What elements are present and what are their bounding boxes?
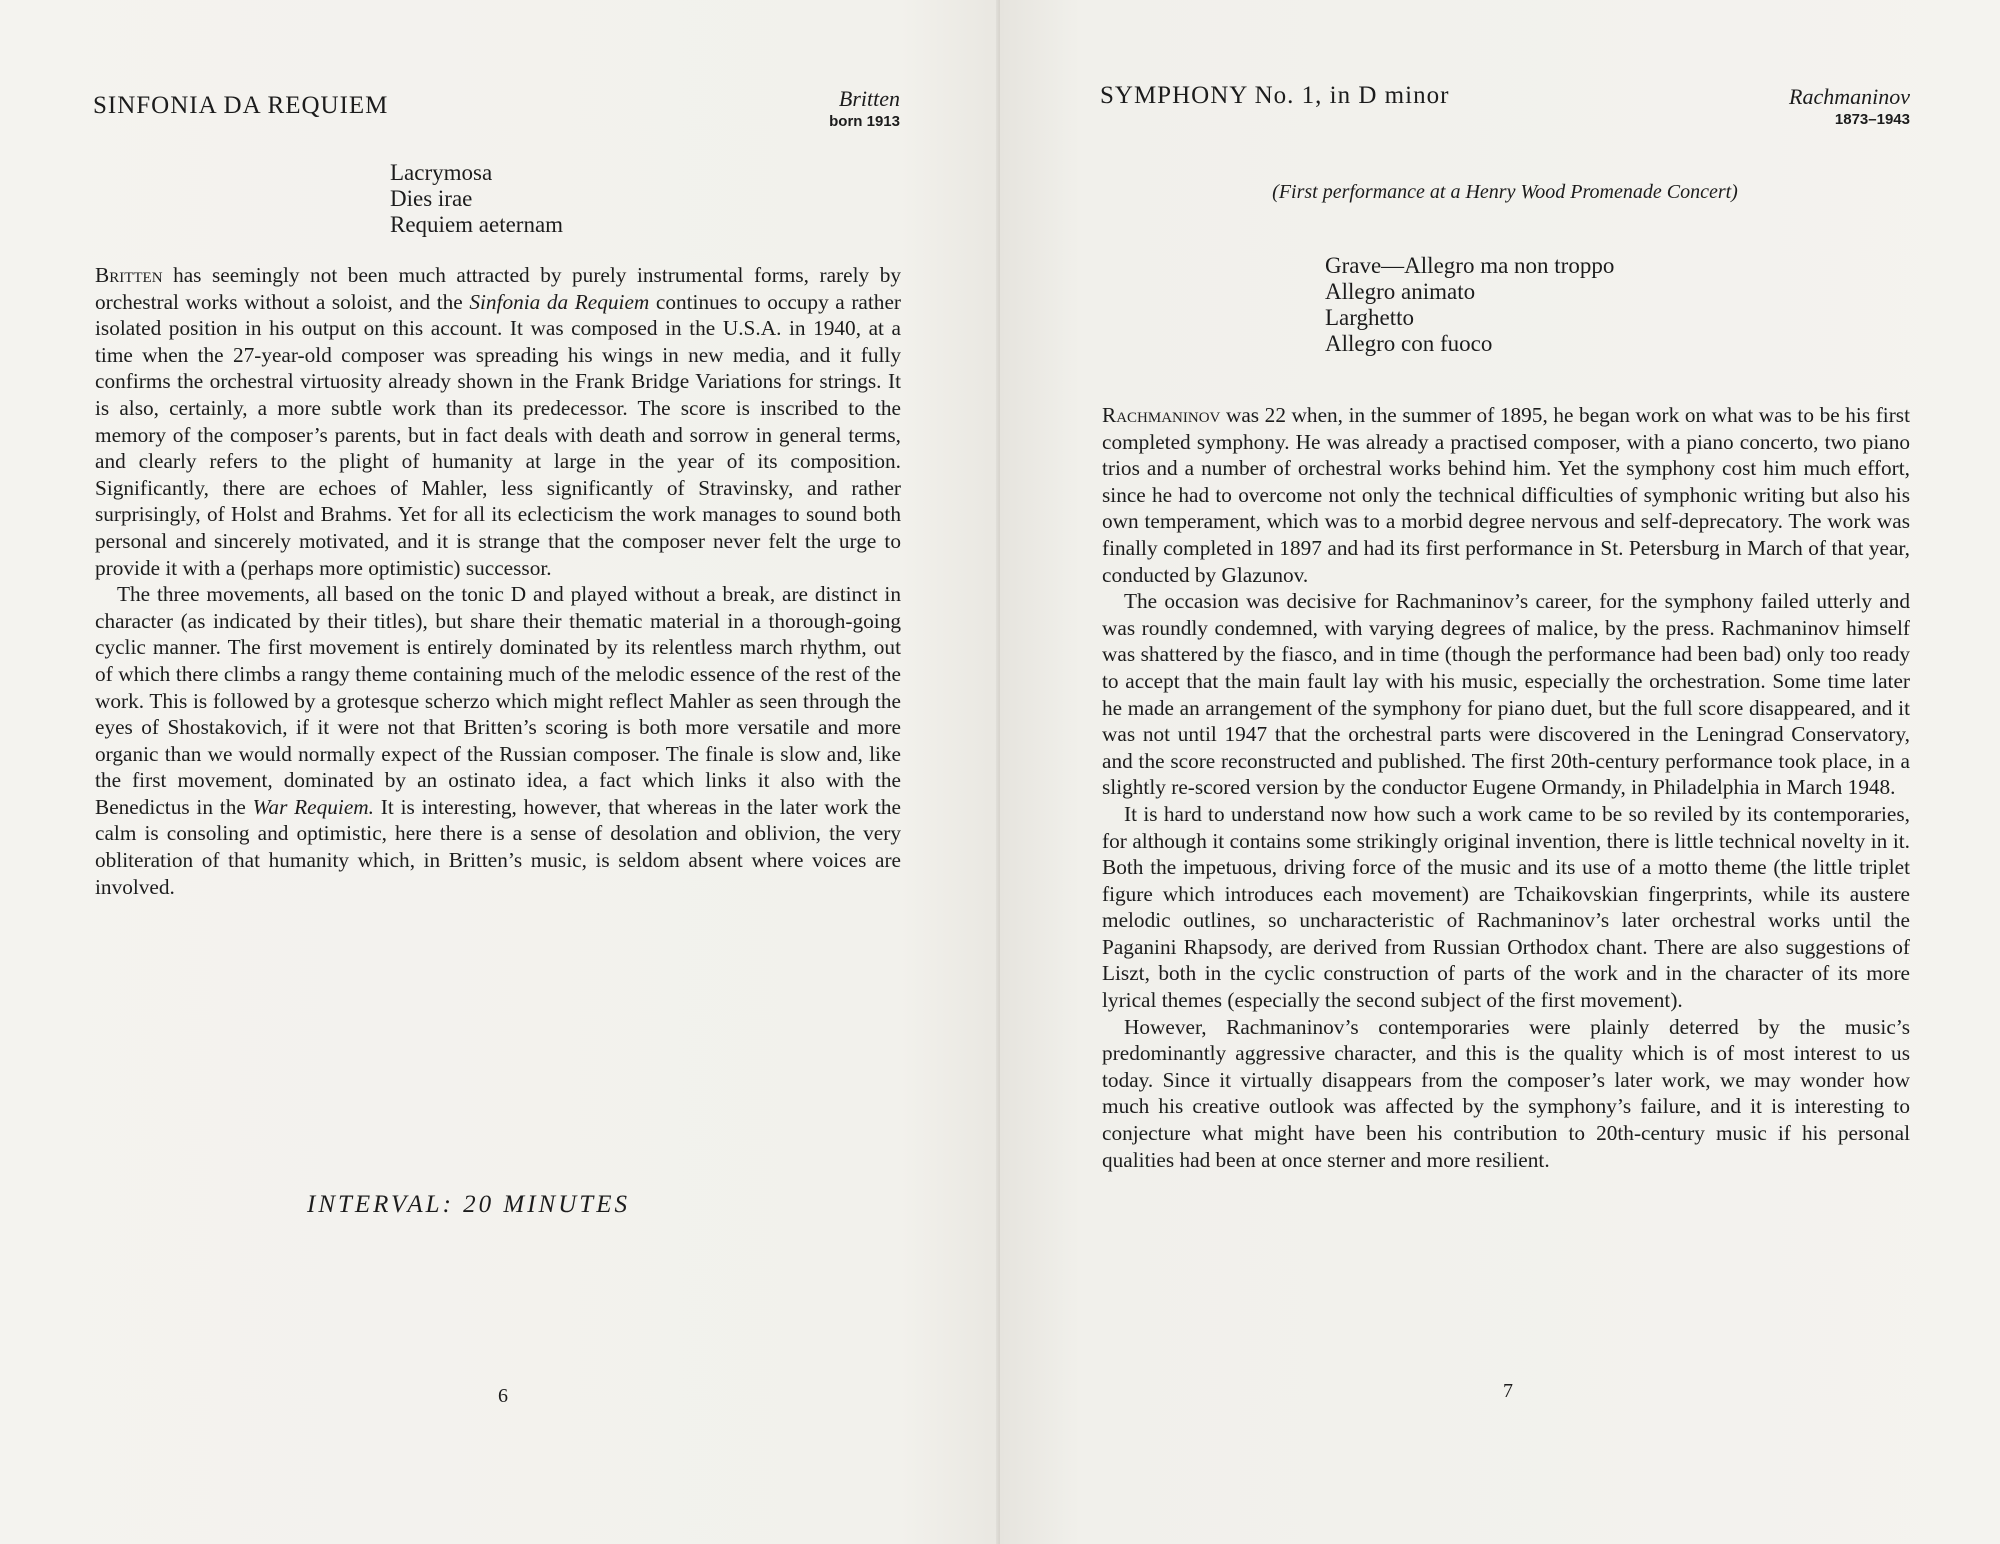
- work-title: Sinfonia da Requiem: [469, 289, 650, 314]
- right-page-title: SYMPHONY No. 1, in D minor: [1100, 82, 1450, 109]
- left-movement-list: [390, 160, 563, 238]
- right-paragraph-3: It is hard to understand now how such a work came to be so reviled by its contemporaries, for although it contains some strikingly original invention, there is little technical novelty in it. Both the impetuous, driving force of the music and its use of a motto theme (the little triplet figure which introduces each movement) are Tchaikovskian fingerprints, while its austere melodic outlines, so uncharacteristic of Rachmaninov’s later orchestral works until the Paganini Rhapsody, are derived from Russian Orthodox chant. There are also suggestions of Liszt, both in the cyclic construction of parts of the work and in the character of its more lyrical themes (especially the second subject of the first movement).: [1102, 801, 1910, 1013]
- right-page: [1000, 0, 2000, 1544]
- left-composer-block: [829, 86, 900, 130]
- lead-word: Rachmaninov: [1102, 403, 1221, 427]
- interval-notice: INTERVAL: 20 MINUTES: [307, 1191, 630, 1218]
- page-number-right: 7: [1503, 1380, 1513, 1402]
- right-composer-name: Rachmaninov: [1789, 84, 1910, 109]
- movement-item: Lacrymosa: [390, 160, 493, 185]
- movement-item: Allegro con fuoco: [1325, 331, 1493, 356]
- right-composer-dates: 1873–1943: [1834, 111, 1910, 128]
- left-page-title: SINFONIA DA REQUIEM: [93, 92, 389, 119]
- right-movement-list: [1325, 253, 1614, 357]
- premiere-note: (First performance at a Henry Wood Promenade Concert): [1272, 181, 1738, 203]
- left-composer-name: Britten: [838, 86, 900, 111]
- lead-word: Britten: [95, 263, 163, 287]
- work-title: War Requiem.: [252, 794, 374, 819]
- left-paragraph-2: The three movements, all based on the tonic D and played without a break, are distinct in character (as indicated by their titles), but share their thematic material in a thorough-going cyclic manner. The first movement is entirely dominated by its relentless march rhythm, out of which there climbs a rangy theme containing much of the melodic essence of the rest of the work. This is followed by a grotesque scherzo which might reflect Mahler as seen through the eyes of Shostakovich, if it were not that Britten’s scoring is both more versatile and more organic than we would normally expect of the Russian composer. The finale is slow and, like the first movement, dominated by an ostinato idea, a fact which links it also with the Benedictus in the War Requiem. It is interesting, however, that whereas in the later work the calm is consoling and optimistic, here there is a sense of desolation and oblivion, the very obliteration of that humanity which, in Britten’s music, is seldom absent where voices are involved.: [95, 582, 901, 899]
- left-composer-dates: born 1913: [829, 113, 900, 130]
- movement-item: Requiem aeternam: [390, 212, 564, 237]
- right-composer-block: [1789, 84, 1910, 128]
- right-paragraph-2: The occasion was decisive for Rachmaninov’s career, for the symphony failed utterly and was roundly condemned, with varying degrees of malice, by the press. Rachmaninov himself was shattered by the fiasco, and in time (though the performance had been bad) only too ready to accept that the main fault lay with his music, especially the orchestration. Some time later he made an arrangement of the symphony for piano duet, but the full score disappeared, and it was not until 1947 that the orchestral parts were discovered in the Leningrad Conservatory, and the score reconstructed and published. The first 20th-century performance took place, in a slightly re-scored version by the conductor Eugene Ormandy, in Philadelphia in March 1948.: [1102, 589, 1910, 800]
- right-paragraph-4: However, Rachmaninov’s contemporaries were plainly deterred by the music’s predominantly aggressive character, and this is the quality which is of most interest to us today. Since it virtually disappears from the composer’s later work, we may wonder how much his creative outlook was affected by the symphony’s failure, and it is interesting to conjecture what might have been his contribution to 20th-century music if his personal qualities had been at once sterner and more resilient.: [1102, 1014, 1910, 1172]
- movement-item: Allegro animato: [1325, 279, 1476, 304]
- right-program-note: [1102, 402, 1910, 1173]
- right-paragraph-1: Rachmaninov was 22 when, in the summer of 1895, he began work on what was to be his first completed symphony. He was already a practised composer, with a piano concerto, two piano trios and a number of orchestral works behind him. Yet the symphony cost him much effort, since he had to overcome not only the technical difficulties of symphonic writing but also his own temperament, which was to a morbid degree nervous and self-deprecatory. The work was finally completed in 1897 and had its first performance in St. Petersburg in March of that year, conducted by Glazunov.: [1102, 403, 1910, 587]
- movement-item: Dies irae: [390, 186, 473, 211]
- left-paragraph-1: Britten has seemingly not been much attracted by purely instrumental forms, rarely by orchestral works without a soloist, and the Sinfonia da Requiem continues to occupy a rather isolated position in his output on this account. It was composed in the U.S.A. in 1940, at a time when the 27-year-old composer was spreading his wings in new media, and it fully confirms the orchestral virtuosity already shown in the Frank Bridge Variations for strings. It is also, certainly, a more subtle work than its predecessor. The score is inscribed to the memory of the composer’s parents, but in fact deals with death and sorrow in general terms, and clearly refers to the plight of humanity at large in the year of its composition. Significantly, there are echoes of Mahler, less significantly of Stravinsky, and rather surprisingly, of Holst and Brahms. Yet for all its eclecticism the work manages to sound both personal and sincerely motivated, and it is strange that the composer never felt the urge to provide it with a (perhaps more optimistic) successor.: [95, 263, 901, 580]
- movement-item: Grave—Allegro ma non troppo: [1325, 253, 1615, 278]
- left-program-note: [95, 262, 901, 900]
- movement-item: Larghetto: [1325, 305, 1414, 330]
- page-number-left: 6: [498, 1385, 508, 1407]
